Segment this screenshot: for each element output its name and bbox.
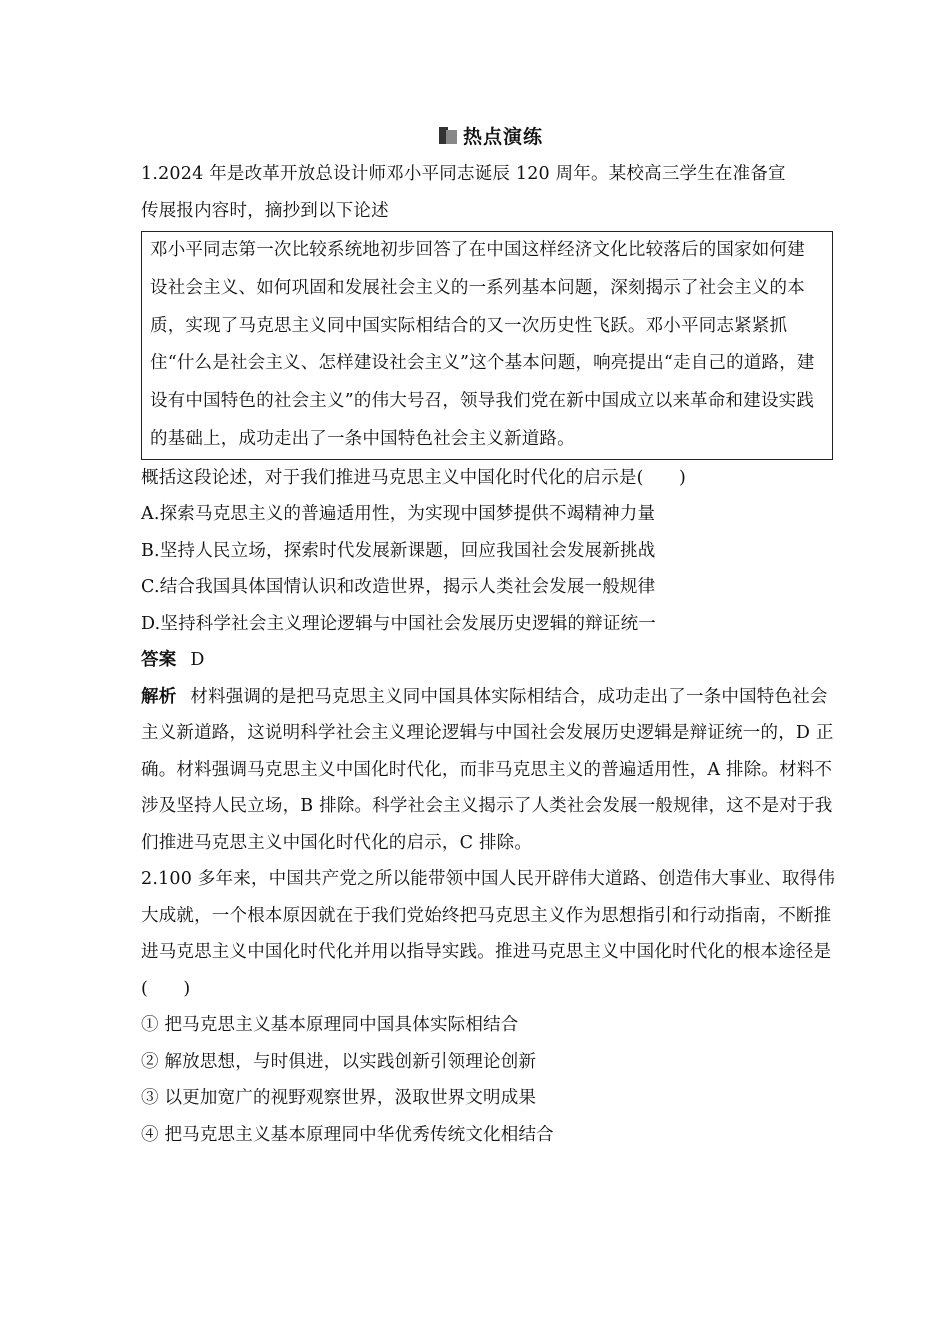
q1-option-d: D.坚持科学社会主义理论逻辑与中国社会发展历史逻辑的辩证统一 — [141, 613, 656, 634]
q1-option-b: B.坚持人民立场，探索时代发展新课题，回应我国社会发展新挑战 — [141, 540, 656, 561]
q2-item-3: ③ 以更加宽广的视野观察世界，汲取世界文明成果 — [141, 1088, 537, 1109]
analysis-text: 材料强调的是把马克思主义同中国具体实际相结合，成功走出了一条中国特色社会主义新道路，这说明科学社会主义理论逻辑与中国社会发展历史逻辑是辩证统一的，D 正确。材料强调马克思主义中国化时代化，而非马克思主义的普遍适用性，A 排除。材料不涉及坚持人民立场，B 排除。科学社会主义揭示了人类社会发展一般规律，这不是对于我们推进马克思主义中国化时代化的启示，C 排除。 — [141, 686, 834, 853]
q1-question: 概括这段论述，对于我们推进马克思主义中国化时代化的启示是( ) — [141, 467, 687, 488]
q1-material-box — [141, 231, 833, 460]
question-1 — [141, 156, 841, 861]
q1-stem-line-1: 1.2024 年是改革开放总设计师邓小平同志诞辰 120 周年。某校高三学生在准备宣 — [141, 164, 786, 184]
section-title: 热点演练 — [462, 125, 543, 148]
q1-stem-line-2: 传展报内容时，摘抄到以下论述 — [141, 200, 389, 221]
q1-answer — [141, 642, 841, 679]
q2-item-1: ① 把马克思主义基本原理同中国具体实际相结合 — [141, 1015, 519, 1036]
section-header — [141, 118, 841, 152]
q2-stem: 2.100 多年来，中国共产党之所以能带领中国人民开辟伟大道路、创造伟大事业、取得伟大成就，一个根本原因就在于我们党始终把马克思主义作为思想指引和行动指南，不断推进马克思主义中国化时代化并用以指导实践。推进马克思主义中国化时代化的根本途径是( ) — [141, 869, 836, 999]
q1-analysis — [141, 679, 841, 862]
document-page — [141, 118, 841, 1153]
answer-label: 答案 — [141, 650, 177, 671]
q1-option-c: C.结合我国具体国情认识和改造世界，揭示人类社会发展一般规律 — [141, 577, 656, 598]
analysis-label: 解析 — [141, 686, 177, 707]
q2-item-2: ② 解放思想，与时俱进，以实践创新引领理论创新 — [141, 1051, 537, 1072]
answer-value: D — [190, 650, 205, 671]
question-2 — [141, 861, 841, 1153]
section-marker-icon — [439, 126, 457, 144]
q1-option-a: A.探索马克思主义的普遍适用性，为实现中国梦提供不竭精神力量 — [141, 504, 656, 525]
q1-material-text: 邓小平同志第一次比较系统地初步回答了在中国这样经济文化比较落后的国家如何建设社会主义、如何巩固和发展社会主义的一系列基本问题，深刻揭示了社会主义的本质，实现了马克思主义同中国实际相结合的又一次历史性飞跃。邓小平同志紧紧抓住“什么是社会主义、怎样建设社会主义”这个基本问题，响亮提出“走自己的道路，建设有中国特色的社会主义”的伟大号召，领导我们党在新中国成立以来革命和建设实践的基础上，成功走出了一条中国特色社会主义新道路。 — [150, 240, 815, 449]
q2-item-4: ④ 把马克思主义基本原理同中华优秀传统文化相结合 — [141, 1124, 554, 1145]
